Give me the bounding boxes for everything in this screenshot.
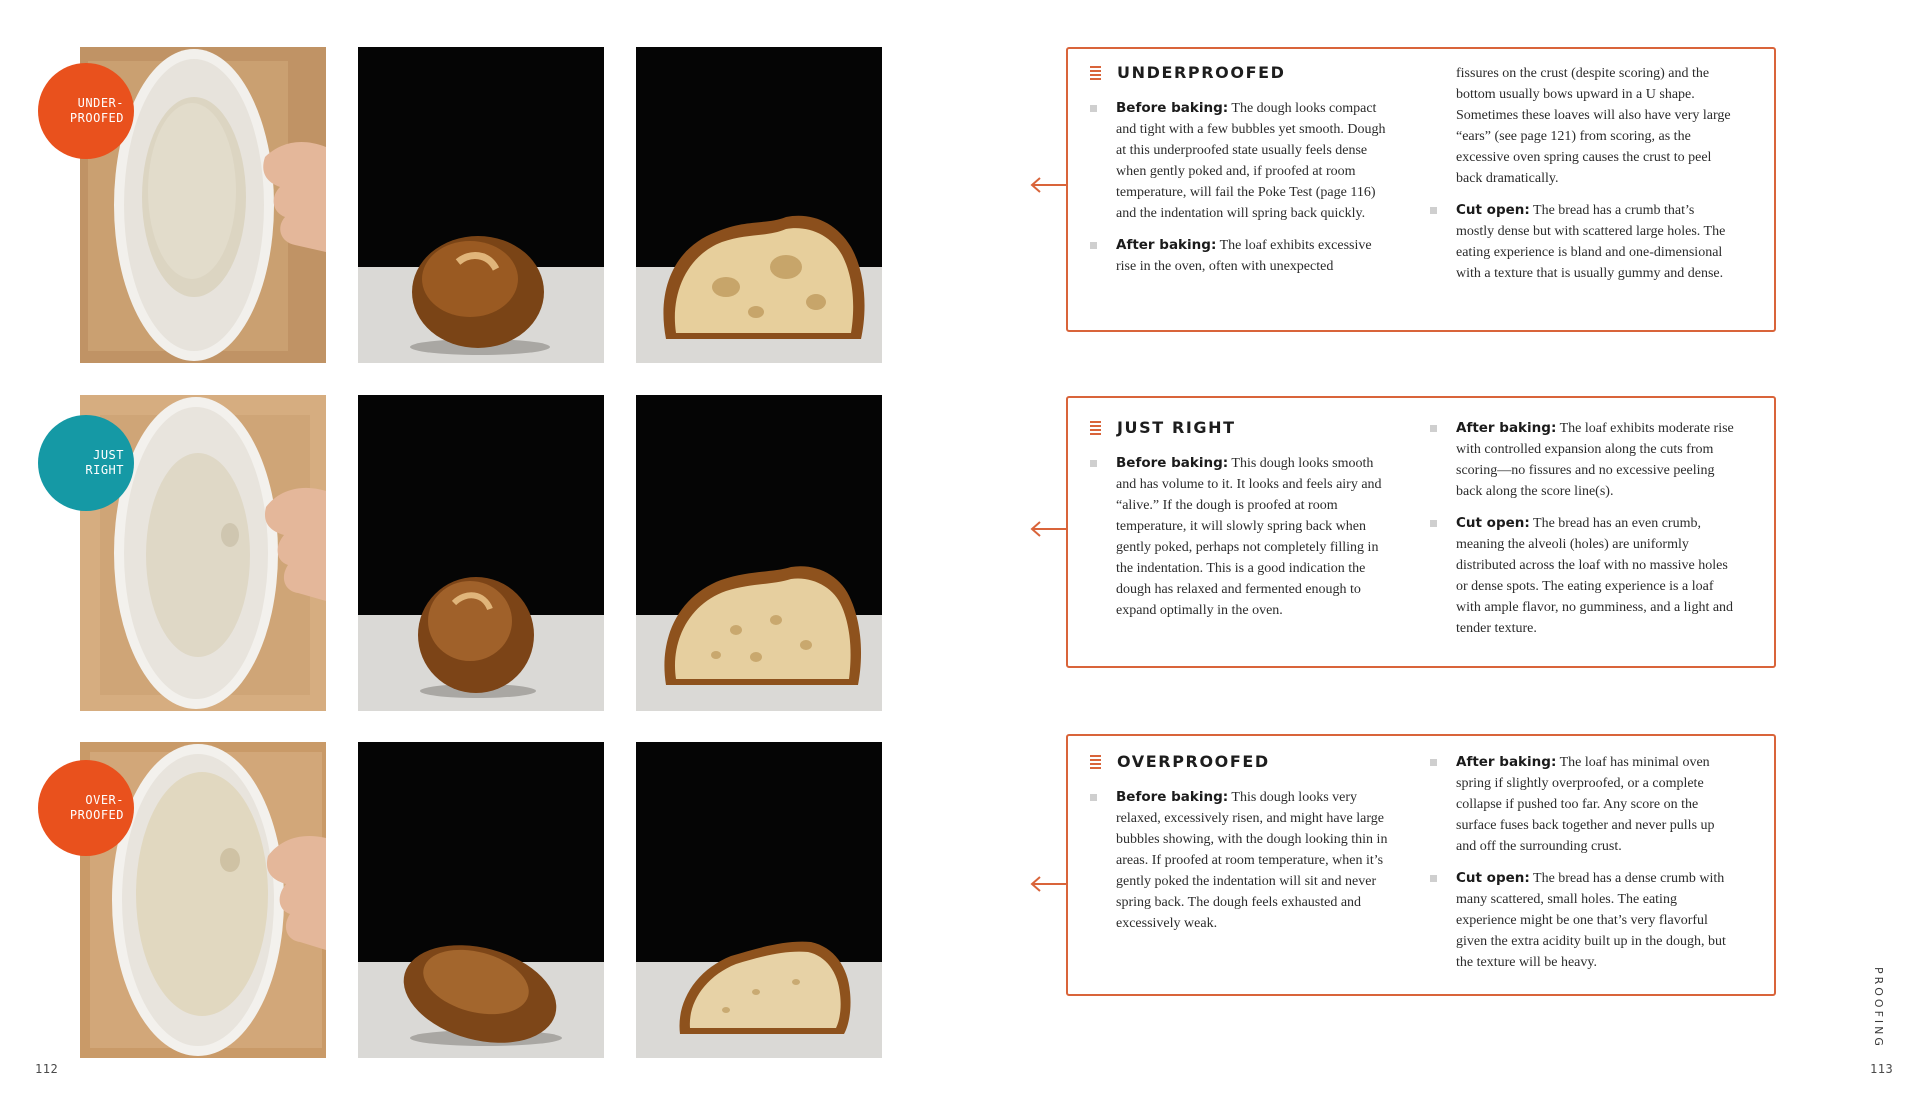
bullet-lead: Cut open: (1456, 515, 1530, 531)
bullet-text: The loaf has minimal oven spring if slightly overproofed, or a complete collapse if pushed too far. Any score on the surface fuses back together and never pulls up and off the surrounding crust. (1456, 755, 1715, 854)
section-title (1090, 63, 1395, 82)
bullet-lead: Cut open: (1456, 202, 1530, 218)
badge-just-right: JUST RIGHT (38, 415, 134, 511)
crumb-photo-just-right (636, 395, 882, 711)
bullet-cut-open (1430, 513, 1735, 639)
stack-lines-icon (1090, 65, 1101, 81)
info-box-overproofed (1066, 734, 1776, 996)
column-right (1430, 752, 1735, 984)
stack-lines-icon (1090, 420, 1101, 436)
bullet-lead: After baking: (1116, 237, 1217, 253)
info-box-just-right (1066, 396, 1776, 668)
baked-loaf-photo-just-right (358, 395, 604, 711)
bullet-lead: After baking: (1456, 754, 1557, 770)
info-box-underproofed (1066, 47, 1776, 332)
section-title-text: JUST RIGHT (1117, 418, 1236, 437)
bullet-text: The loaf exhibits moderate rise with controlled expansion along the cuts from scoring—no fissures and no excessive peeling back along the score line(s). (1456, 421, 1734, 499)
left-arrow-icon (1028, 175, 1068, 195)
column-left (1090, 752, 1395, 945)
column-right (1430, 418, 1735, 650)
bullet-text: The loaf exhibits excessive rise in the oven, often with unexpected (1116, 238, 1372, 274)
stack-lines-icon (1090, 754, 1101, 770)
bullet-after-baking (1090, 235, 1395, 277)
left-arrow-icon (1028, 519, 1068, 539)
bullet-text: The bread has a crumb that’s mostly dense but with scattered large holes. The eating experience is bland and one-dimensional with a texture that is usually gummy and dense. (1456, 203, 1726, 281)
section-title (1090, 752, 1395, 771)
column-right (1430, 63, 1735, 295)
crumb-photo-overproofed (636, 742, 882, 1058)
bullet-lead: Before baking: (1116, 789, 1229, 805)
bullet-lead: Cut open: (1456, 870, 1530, 886)
baked-loaf-photo-underproofed (358, 47, 604, 363)
running-head: PROOFING (1872, 967, 1885, 1049)
section-title (1090, 418, 1395, 437)
bullet-after-baking (1430, 418, 1735, 502)
section-title-text: OVERPROOFED (1117, 752, 1270, 771)
bullet-lead: Before baking: (1116, 100, 1229, 116)
bullet-before-baking (1090, 787, 1395, 934)
bullet-text: The bread has an even crumb, meaning the alveoli (holes) are uniformly distributed across the loaf with no massive holes or dense spots. The eating experience is a loaf with ample flavor, no gumminess, and a light and tender texture. (1456, 516, 1734, 636)
bullet-lead: After baking: (1456, 420, 1557, 436)
continued-text: fissures on the crust (despite scoring) and the bottom usually bows upward in a U shape. Sometimes these loaves will also have very large “ears” (see page 121) from scoring, as the excessive oven spring causes the crust to peel back dramatically. (1456, 66, 1731, 186)
page-number-right: 113 (1870, 1062, 1894, 1076)
bullet-lead: Before baking: (1116, 455, 1229, 471)
page-number-left: 112 (35, 1062, 59, 1076)
bullet-text: The dough looks compact and tight with a few bubbles yet smooth. Dough at this underproofed state usually feels dense when gently poked and, if proofed at room temperature, will fail the Poke Test (page 116) and the indentation will spring back quickly. (1116, 101, 1386, 221)
bullet-text: This dough looks smooth and has volume to it. It looks and feels airy and “alive.” If the dough is proofed at room temperature, it will slowly spring back when gently poked, perhaps not completely filling in the indentation. This is a good indication the dough has relaxed and fermented enough to expand optimally in the oven. (1116, 456, 1382, 618)
bullet-text: This dough looks very relaxed, excessively risen, and might have large bubbles showing, with the dough looking thin in areas. If proofed at room temperature, when it’s gently poked the indentation will sit and never spring back. The dough feels exhausted and excessively weak. (1116, 790, 1388, 931)
column-left (1090, 63, 1395, 288)
bullet-cut-open (1430, 200, 1735, 284)
crumb-photo-underproofed (636, 47, 882, 363)
bullet-after-baking (1430, 752, 1735, 857)
column-left (1090, 418, 1395, 632)
bullet-before-baking (1090, 453, 1395, 621)
section-title-text: UNDERPROOFED (1117, 63, 1286, 82)
bullet-before-baking (1090, 98, 1395, 224)
badge-overproofed: OVER- PROOFED (38, 760, 134, 856)
baked-loaf-photo-overproofed (358, 742, 604, 1058)
bullet-text: The bread has a dense crumb with many scattered, small holes. The eating experience might be one that’s very flavorful given the extra acidity built up in the dough, but the texture will be heavy. (1456, 871, 1726, 970)
badge-underproofed: UNDER- PROOFED (38, 63, 134, 159)
bullet-cut-open (1430, 868, 1735, 973)
left-arrow-icon (1028, 874, 1068, 894)
